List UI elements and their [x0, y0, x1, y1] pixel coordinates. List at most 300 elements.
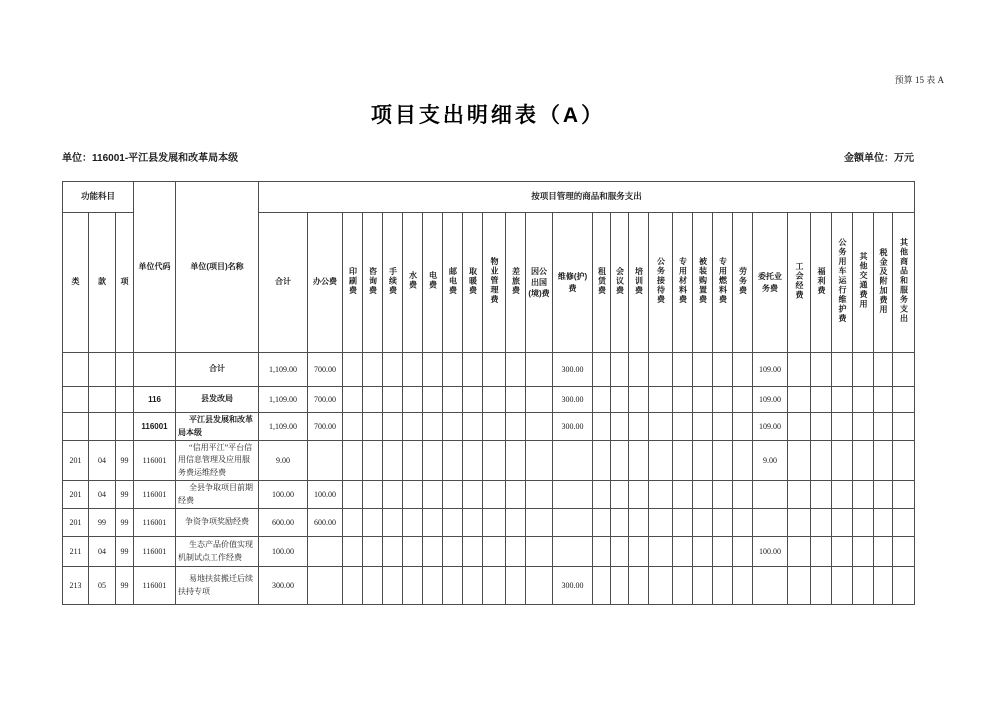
cell-value: [629, 413, 649, 441]
cell-value: [463, 353, 483, 387]
col-header-fee-10: [506, 213, 526, 353]
cell-value: [593, 353, 611, 387]
cell-value: [526, 413, 553, 441]
cell-value: [874, 413, 893, 441]
col-header-unit-name: 单位(项目)名称: [176, 182, 259, 353]
cell-value: [673, 387, 693, 413]
cell-value: [874, 537, 893, 567]
col-header-fee-21: 委托业务费: [753, 213, 788, 353]
cell-value: [526, 353, 553, 387]
cell-value: [443, 441, 463, 481]
cell-value: [832, 481, 853, 509]
cell-value: [788, 509, 811, 537]
cell-value: [713, 353, 733, 387]
cell-value: [733, 387, 753, 413]
cell-value: [343, 509, 363, 537]
cell-value: [649, 353, 673, 387]
cell-value: [693, 537, 713, 567]
cell-value: [611, 353, 629, 387]
cell-value: [753, 509, 788, 537]
cell-value: 100.00: [259, 537, 308, 567]
cell-value: [788, 481, 811, 509]
cell-xiang: 99: [116, 481, 134, 509]
cell-value: [463, 387, 483, 413]
col-header-kuan: 款: [89, 213, 116, 353]
form-code-label: 预算 15 表 A: [894, 75, 944, 85]
col-header-fee-5: [403, 213, 423, 353]
cell-value: [506, 567, 526, 605]
cell-value: [713, 567, 733, 605]
cell-kuan: [89, 387, 116, 413]
cell-value: [483, 353, 506, 387]
cell-value: [733, 567, 753, 605]
cell-value: [308, 441, 343, 481]
cell-value: [649, 441, 673, 481]
cell-value: [463, 509, 483, 537]
col-header-fee-3: [363, 213, 383, 353]
cell-value: [733, 441, 753, 481]
cell-value: [483, 509, 506, 537]
cell-value: [423, 353, 443, 387]
col-header-fee-text: 邮电费: [448, 266, 458, 296]
cell-lei: 213: [63, 567, 89, 605]
col-header-fee-text: 差旅费: [511, 266, 521, 296]
col-header-fee-16: [649, 213, 673, 353]
cell-value: [483, 413, 506, 441]
cell-value: [673, 413, 693, 441]
cell-value: [853, 567, 874, 605]
cell-value: [673, 353, 693, 387]
cell-value: [343, 387, 363, 413]
cell-kuan: 04: [89, 481, 116, 509]
cell-value: [423, 441, 443, 481]
cell-value: [526, 441, 553, 481]
meta-row: [62, 149, 914, 164]
cell-lei: 201: [63, 441, 89, 481]
cell-value: [593, 413, 611, 441]
cell-value: [811, 441, 832, 481]
cell-value: [363, 441, 383, 481]
cell-xiang: [116, 413, 134, 441]
cell-value: [553, 441, 593, 481]
cell-value: [874, 353, 893, 387]
cell-value: [611, 413, 629, 441]
cell-value: 1,109.00: [259, 387, 308, 413]
cell-value: [733, 413, 753, 441]
cell-value: [363, 509, 383, 537]
cell-value: [383, 481, 403, 509]
cell-value: [753, 567, 788, 605]
col-header-fee-text: 手续费: [388, 266, 398, 296]
cell-value: [463, 537, 483, 567]
cell-value: [832, 537, 853, 567]
cell-value: 300.00: [553, 413, 593, 441]
cell-value: [629, 509, 649, 537]
cell-value: 9.00: [259, 441, 308, 481]
cell-value: [693, 509, 713, 537]
cell-value: [874, 481, 893, 509]
cell-value: 100.00: [753, 537, 788, 567]
cell-value: 700.00: [308, 353, 343, 387]
cell-value: [649, 387, 673, 413]
cell-value: [713, 509, 733, 537]
cell-lei: 211: [63, 537, 89, 567]
table-row: [63, 441, 915, 481]
cell-value: [423, 509, 443, 537]
cell-value: [673, 537, 693, 567]
cell-value: [483, 481, 506, 509]
cell-kuan: [89, 353, 116, 387]
cell-value: [629, 353, 649, 387]
cell-value: [553, 509, 593, 537]
cell-value: [788, 441, 811, 481]
cell-xiang: 99: [116, 441, 134, 481]
group-header-goods-services: 按项目管理的商品和服务支出: [259, 182, 915, 213]
col-header-fee-text: 税金及附加费用: [879, 247, 889, 315]
cell-value: [611, 481, 629, 509]
cell-value: [483, 387, 506, 413]
amount-unit-label: 金额单位：万元: [844, 153, 914, 164]
cell-value: [526, 481, 553, 509]
cell-xiang: [116, 387, 134, 413]
col-header-fee-text: 公务接待费: [656, 257, 666, 305]
cell-value: [443, 537, 463, 567]
col-header-fee-4: [383, 213, 403, 353]
cell-xiang: 99: [116, 509, 134, 537]
page-title: 项目支出明细表（A）: [370, 104, 606, 127]
cell-value: [673, 481, 693, 509]
cell-value: [383, 509, 403, 537]
col-header-fee-2: [343, 213, 363, 353]
col-header-fee-13: [593, 213, 611, 353]
cell-value: [611, 441, 629, 481]
cell-value: [343, 537, 363, 567]
table-row: [63, 353, 915, 387]
cell-value: [423, 567, 443, 605]
col-header-fee-text: 租赁费: [597, 266, 607, 296]
cell-value: [611, 537, 629, 567]
cell-lei: 201: [63, 481, 89, 509]
cell-value: [526, 537, 553, 567]
cell-value: [788, 387, 811, 413]
cell-value: [649, 413, 673, 441]
cell-value: [526, 387, 553, 413]
cell-value: [526, 567, 553, 605]
col-header-fee-9: [483, 213, 506, 353]
cell-value: [853, 509, 874, 537]
cell-value: [593, 387, 611, 413]
cell-value: [832, 441, 853, 481]
cell-value: [363, 353, 383, 387]
cell-value: [693, 413, 713, 441]
cell-value: [383, 387, 403, 413]
cell-value: [463, 413, 483, 441]
cell-value: [308, 567, 343, 605]
cell-value: [611, 567, 629, 605]
cell-value: [733, 353, 753, 387]
col-header-fee-25: [853, 213, 874, 353]
cell-value: [383, 537, 403, 567]
cell-value: [733, 509, 753, 537]
cell-value: [403, 413, 423, 441]
col-header-fee-17: [673, 213, 693, 353]
cell-lei: 201: [63, 509, 89, 537]
cell-value: [893, 441, 915, 481]
col-header-fee-26: [874, 213, 893, 353]
cell-value: [713, 537, 733, 567]
cell-value: [506, 413, 526, 441]
cell-value: [443, 509, 463, 537]
table-row: [63, 537, 915, 567]
col-header-unit-code: 单位代码: [134, 182, 176, 353]
cell-value: [403, 441, 423, 481]
col-header-fee-text: 专用材料费: [678, 257, 688, 305]
cell-value: [308, 537, 343, 567]
cell-value: [811, 509, 832, 537]
col-header-fee-text: 公务用车运行维护费: [838, 238, 848, 324]
table-head: [63, 182, 915, 353]
cell-value: [811, 567, 832, 605]
cell-value: [483, 441, 506, 481]
cell-value: [506, 441, 526, 481]
col-header-fee-text: 印刷费: [348, 266, 358, 296]
cell-value: 300.00: [259, 567, 308, 605]
cell-value: [649, 509, 673, 537]
cell-value: [853, 537, 874, 567]
cell-unit-name: 合计: [176, 353, 259, 387]
col-header-fee-text: 专用燃料费: [718, 257, 728, 305]
cell-value: [383, 567, 403, 605]
cell-value: [343, 567, 363, 605]
cell-value: [506, 387, 526, 413]
budget-table-wrap: [62, 181, 915, 605]
cell-unit-code: [134, 353, 176, 387]
cell-value: [506, 537, 526, 567]
col-header-xiang: 项: [116, 213, 134, 353]
cell-value: [874, 567, 893, 605]
cell-value: [343, 413, 363, 441]
cell-value: [611, 509, 629, 537]
cell-value: [423, 413, 443, 441]
col-header-fee-text: 电费: [428, 271, 438, 291]
cell-value: [403, 481, 423, 509]
cell-value: [363, 387, 383, 413]
cell-value: [832, 567, 853, 605]
cell-value: [443, 387, 463, 413]
cell-value: [363, 413, 383, 441]
cell-value: [363, 481, 383, 509]
cell-value: [788, 413, 811, 441]
cell-value: [443, 481, 463, 509]
col-header-fee-0: 合计: [259, 213, 308, 353]
cell-value: [383, 353, 403, 387]
col-header-fee-7: [443, 213, 463, 353]
cell-kuan: 99: [89, 509, 116, 537]
cell-value: [832, 413, 853, 441]
cell-unit-name: 县发改局: [176, 387, 259, 413]
cell-value: [788, 353, 811, 387]
cell-value: [593, 537, 611, 567]
cell-unit-code: 116001: [134, 441, 176, 481]
cell-value: [553, 481, 593, 509]
budget-table: [62, 181, 915, 605]
cell-value: [403, 537, 423, 567]
col-header-fee-text: 工会经费: [795, 261, 805, 300]
cell-value: [506, 509, 526, 537]
col-header-fee-8: [463, 213, 483, 353]
col-header-fee-text: 物业管理费: [490, 257, 500, 305]
cell-value: [853, 481, 874, 509]
cell-unit-code: 116001: [134, 537, 176, 567]
cell-value: [893, 387, 915, 413]
cell-value: [463, 567, 483, 605]
cell-unit-name: 生态产品价值实现机制试点工作经费: [176, 537, 259, 567]
cell-value: [649, 537, 673, 567]
cell-unit-name: 争资争项奖励经费: [176, 509, 259, 537]
cell-value: [788, 567, 811, 605]
col-header-fee-18: [693, 213, 713, 353]
cell-value: 300.00: [553, 353, 593, 387]
cell-value: [483, 567, 506, 605]
cell-value: 100.00: [308, 481, 343, 509]
cell-kuan: 04: [89, 441, 116, 481]
cell-value: 300.00: [553, 387, 593, 413]
table-row: [63, 481, 915, 509]
cell-value: [673, 441, 693, 481]
col-header-fee-text: 其他商品和服务支出: [899, 238, 909, 324]
table-row: [63, 413, 915, 441]
cell-unit-name: 平江县发展和改革局本级: [176, 413, 259, 441]
cell-value: 1,109.00: [259, 353, 308, 387]
cell-value: 9.00: [753, 441, 788, 481]
cell-xiang: 99: [116, 567, 134, 605]
cell-value: [893, 353, 915, 387]
cell-value: [403, 567, 423, 605]
cell-value: [733, 481, 753, 509]
cell-lei: [63, 353, 89, 387]
cell-value: 100.00: [259, 481, 308, 509]
cell-value: [403, 353, 423, 387]
cell-value: [788, 537, 811, 567]
cell-value: [893, 509, 915, 537]
cell-unit-name: “信用平江”平台信用信息管理及应用服务费运维经费: [176, 441, 259, 481]
cell-value: [383, 413, 403, 441]
unit-label: 单位：116001-平江县发展和改革局本级: [62, 153, 239, 164]
col-header-fee-15: [629, 213, 649, 353]
cell-value: 300.00: [553, 567, 593, 605]
col-header-fee-12: 维修(护)费: [553, 213, 593, 353]
cell-value: [629, 441, 649, 481]
cell-value: [423, 537, 443, 567]
cell-value: [463, 481, 483, 509]
cell-value: [693, 353, 713, 387]
cell-value: [343, 441, 363, 481]
cell-value: [363, 567, 383, 605]
cell-value: [629, 387, 649, 413]
cell-value: [629, 481, 649, 509]
col-header-fee-22: [788, 213, 811, 353]
col-header-lei: 类: [63, 213, 89, 353]
cell-value: [853, 387, 874, 413]
cell-value: 109.00: [753, 353, 788, 387]
cell-value: [403, 509, 423, 537]
cell-value: [693, 567, 713, 605]
cell-xiang: [116, 353, 134, 387]
cell-value: [403, 387, 423, 413]
cell-value: [506, 481, 526, 509]
group-header-function-subject: 功能科目: [63, 182, 134, 213]
cell-value: [483, 537, 506, 567]
cell-value: [443, 413, 463, 441]
cell-unit-code: 116001: [134, 567, 176, 605]
cell-value: [553, 537, 593, 567]
cell-value: [423, 387, 443, 413]
cell-value: [713, 387, 733, 413]
cell-value: 109.00: [753, 413, 788, 441]
cell-value: [874, 387, 893, 413]
cell-kuan: 05: [89, 567, 116, 605]
col-header-fee-19: [713, 213, 733, 353]
col-header-fee-text: 福利费: [817, 266, 827, 296]
cell-value: [383, 441, 403, 481]
cell-value: [811, 387, 832, 413]
col-header-fee-20: [733, 213, 753, 353]
cell-value: [811, 413, 832, 441]
table-row: [63, 509, 915, 537]
cell-lei: [63, 413, 89, 441]
col-header-fee-text: 被装购置费: [698, 257, 708, 305]
cell-value: 109.00: [753, 387, 788, 413]
col-header-fee-11: 因公出国(境)费: [526, 213, 553, 353]
cell-value: [673, 509, 693, 537]
cell-value: 700.00: [308, 387, 343, 413]
cell-value: [649, 481, 673, 509]
cell-value: [713, 441, 733, 481]
cell-unit-code: 116001: [134, 413, 176, 441]
cell-value: 1,109.00: [259, 413, 308, 441]
cell-value: [629, 537, 649, 567]
cell-value: [693, 481, 713, 509]
cell-unit-name: 易地扶贫搬迁后续扶持专项: [176, 567, 259, 605]
cell-value: [593, 481, 611, 509]
cell-value: [853, 353, 874, 387]
cell-value: [853, 441, 874, 481]
cell-value: [343, 481, 363, 509]
cell-value: 600.00: [308, 509, 343, 537]
col-header-fee-1: 办公费: [308, 213, 343, 353]
cell-value: [673, 567, 693, 605]
table-row: [63, 387, 915, 413]
cell-value: [593, 509, 611, 537]
cell-value: [526, 509, 553, 537]
col-header-fee-24: [832, 213, 853, 353]
cell-value: [343, 353, 363, 387]
cell-value: [733, 537, 753, 567]
cell-value: [811, 353, 832, 387]
cell-value: [593, 567, 611, 605]
col-header-fee-6: [423, 213, 443, 353]
cell-value: [853, 413, 874, 441]
cell-lei: [63, 387, 89, 413]
cell-value: [753, 481, 788, 509]
cell-xiang: 99: [116, 537, 134, 567]
cell-value: [713, 481, 733, 509]
col-header-fee-text: 会议费: [615, 266, 625, 296]
cell-value: [811, 481, 832, 509]
cell-value: [832, 353, 853, 387]
col-header-fee-text: 咨询费: [368, 266, 378, 296]
col-header-fee-27: [893, 213, 915, 353]
